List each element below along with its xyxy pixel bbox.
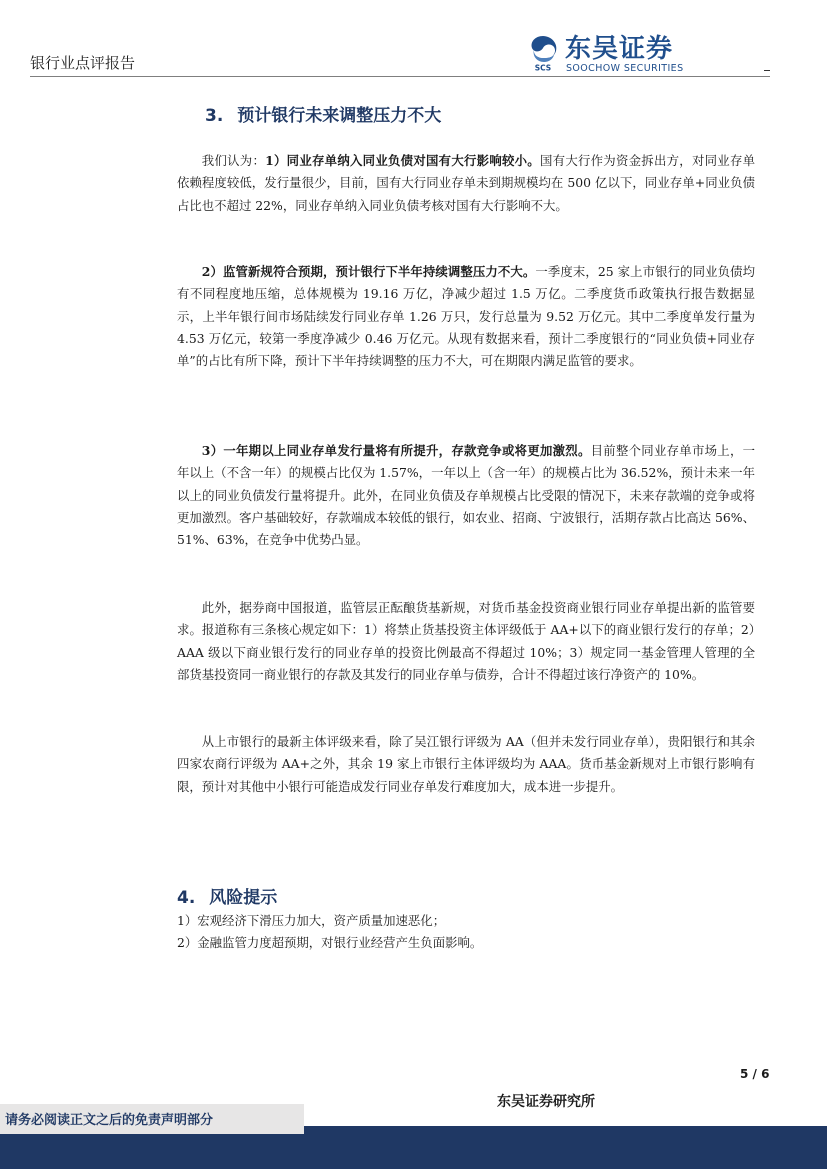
risk-item-1: 1）宏观经济下滑压力加大，资产质量加速恶化；: [177, 913, 446, 928]
header-divider: [30, 76, 770, 77]
section-4-title: 风险提示: [209, 888, 278, 908]
section-4-number: 4.: [177, 888, 196, 908]
header-dash: [764, 70, 770, 71]
logo-mark-text: SCS: [534, 63, 552, 72]
paragraph-2-bold: 2）监管新规符合预期，预计银行下半年持续调整压力不大。: [201, 264, 536, 279]
page-number: 5 / 6: [740, 1067, 770, 1081]
logo-english-name: SOOCHOW SECURITIES: [566, 63, 684, 74]
risk-item-2: 2）金融监管力度超预期，对银行业经营产生负面影响。: [177, 935, 483, 950]
paragraph-5: 从上市银行的最新主体评级来看，除了吴江银行评级为 AA（但并未发行同业存单），贵阳银行和其余四家农商行评级为 AA+之外，其余 19 家上市银行主体评级均为 AAA。货币基金新规对上市银行影响有限，预计对其他中小银行可能造成发行同业存单发行难度加大，成本进一步提升。: [177, 734, 755, 794]
paragraph-1-lead: 我们认为：: [201, 153, 266, 168]
paragraph-2-body: 一季度末，25 家上市银行的同业负债均有不同程度地压缩，总体规模为 19.16 万亿，净减少超过 1.5 万亿。二季度货币政策执行报告数据显示，上半年银行间市场陆续发行同业存单 1.26 万只，发行总量为 9.52 万亿元。其中二季度单发行量为 4.53 万亿元，较第一季度净减少 0.46 万亿元。从现有数据来看，预计二季度银行的“同业负债+同业存单”的占比有所下降，预计下半年持续调整的压力不大，可在期限内满足监管的要求。: [177, 264, 755, 369]
report-type-label: 银行业点评报告: [30, 54, 136, 72]
disclaimer-link[interactable]: 请务必阅读正文之后的免责声明部分: [5, 1113, 214, 1128]
paragraph-1: [177, 150, 755, 217]
section-3-heading: [205, 101, 441, 126]
paragraph-2: [177, 261, 755, 372]
paragraph-4: 此外，据券商中国报道，监管层正酝酿货基新规，对货币基金投资商业银行同业存单提出新的监管要求。报道称有三条核心规定如下：1）将禁止货基投资主体评级低于 AA+以下的商业银行发行的存单；2）AAA 级以下商业银行发行的同业存单的投资比例最高不得超过 10%；3）规定同一基金管理人管理的全部货基投资同一商业银行的存款及其发行的同业存单与债券，合计不得超过该行净资产的 10%。: [177, 600, 755, 682]
section-3-number: 3.: [205, 106, 224, 126]
logo-chinese-name: 东吴证券: [565, 34, 674, 64]
institute-name: 东吴证券研究所: [497, 1094, 595, 1110]
company-logo: [527, 34, 697, 76]
section-4-heading: [177, 883, 277, 908]
paragraph-1-body: 国有大行作为资金拆出方，对同业存单依赖程度较低，发行量很少，目前，国有大行同业存单未到期规模均在 500 亿以下，同业存单+同业负债占比也不超过 22%，同业存单纳入同业负债考核对国有大行影响不大。: [177, 153, 756, 213]
section-3-title: 预计银行未来调整压力不大: [237, 106, 442, 126]
paragraph-3-bold: 3）一年期以上同业存单发行量将有所提升，存款竞争或将更加激烈。: [201, 443, 591, 458]
paragraph-1-bold: 1）同业存单纳入同业负债对国有大行影响较小。: [265, 153, 540, 168]
scs-logo-icon: [527, 34, 559, 72]
paragraph-3: [177, 440, 755, 551]
paragraph-3-body: 目前整个同业存单市场上，一年以上（不含一年）的规模占比仅为 1.57%，一年以上（含一年）的规模占比为 36.52%，预计未来一年以上的同业负债发行量将提升。此外，在同业负债及存单规模占比受限的情况下，未来存款端的竞争或将更加激烈。客户基础较好，存款端成本较低的银行，如农业、招商、宁波银行，活期存款占比高达 56%、51%、63%，在竞争中优势凸显。: [177, 443, 756, 548]
